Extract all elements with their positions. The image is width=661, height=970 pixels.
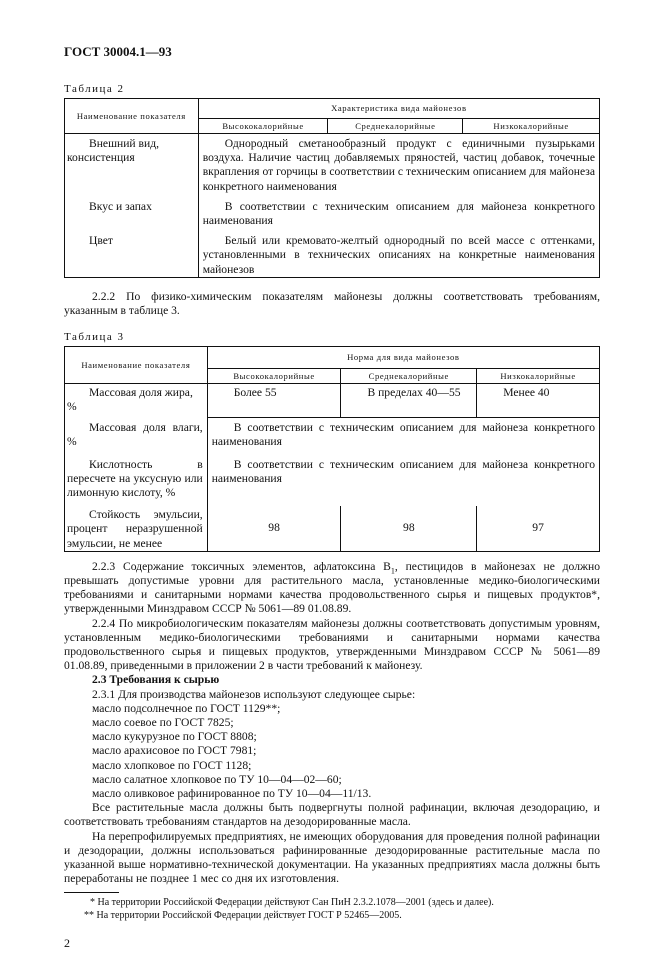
column-group-header: Характеристика вида майонезов xyxy=(198,99,599,119)
table-row xyxy=(65,506,600,551)
column-header: Низкокалорийные xyxy=(477,369,600,384)
cell: В пределах 40—55 xyxy=(341,384,477,418)
column-group-header: Норма для вида майонезов xyxy=(207,347,599,369)
paragraph-text: 2.2.3 Содержание токсичных элементов, афлатоксина B xyxy=(92,559,391,573)
oil-item: масло соевое по ГОСТ 7825; xyxy=(92,716,234,729)
cell: 97 xyxy=(477,506,600,551)
cell: 98 xyxy=(341,506,477,551)
column-header: Высококалорийные xyxy=(207,369,341,384)
row-value: Белый или кремовато-желтый однородный по всей массе с оттенками, установленными в технических описаниях на конкретные наименования майонезов xyxy=(198,232,599,277)
footnote: * На территории Российской Федерации действуют Сан ПиН 2.3.2.1078—2001 (здесь и далее). xyxy=(90,897,494,909)
column-header-name: Наименование показателя xyxy=(65,347,208,384)
paragraph-2-2-4: 2.2.4 По микробиологическим показателям майонезы должны соответствовать допустимым уровням, установленным медико-биологическими требованиями и санитарными нормами качества продовольственного сырья и пищевых продуктов, утвержденными Минздравом СССР № 5061—89 01.08.89, приведенными в приложении 2 в части требований к майонезу. xyxy=(64,616,600,673)
section-heading: 2.3 Требования к сырью xyxy=(92,673,220,687)
row-name: Массовая доля влаги, % xyxy=(65,418,208,456)
column-header: Среднекалорийные xyxy=(328,119,463,134)
column-header: Низкокалорийные xyxy=(463,119,600,134)
row-value: В соответствии с техническим описанием для майонеза конкретного наименования xyxy=(198,198,599,232)
cell: 98 xyxy=(207,506,341,551)
row-value: Однородный сметанообразный продукт с единичными пузырьками воздуха. Наличие частиц добавляемых пряностей, частиц добавок, точечные вкрапления от горчицы в соответствии с техническим описанием для майонеза конкретного наименования xyxy=(198,134,599,198)
table2-caption: Таблица 2 xyxy=(64,83,125,95)
oil-item: масло хлопковое по ГОСТ 1128; xyxy=(92,758,252,772)
footnote: ** На территории Российской Федерации действует ГОСТ Р 52465—2005. xyxy=(84,910,402,922)
footnote-divider xyxy=(64,892,119,893)
oil-item: масло подсолнечное по ГОСТ 1129**; xyxy=(92,701,281,715)
table-row xyxy=(65,384,600,418)
table-row xyxy=(65,198,600,232)
column-header-name: Наименование показателя xyxy=(65,99,199,134)
paragraph-reprofiling: На перепрофилируемых предприятиях, не имеющих оборудования для проведения полной рафинации и дезодорации, должны использоваться рафинированные дезодорированные растительные масла по указанной выше нормативно-технической документации. На указанных предприятиях масла должны быть переработаны не позднее 1 мес со дня их изготовления. xyxy=(64,829,600,886)
table-row xyxy=(65,418,600,456)
column-header: Высококалорийные xyxy=(198,119,328,134)
paragraph-2-2-2 xyxy=(64,290,600,318)
row-value: В соответствии с техническим описанием для майонеза конкретного наименования xyxy=(207,456,599,507)
row-value: В соответствии с техническим описанием для майонеза конкретного наименования xyxy=(207,418,599,456)
table3-caption: Таблица 3 xyxy=(64,331,125,344)
cell: Более 55 xyxy=(207,384,341,418)
paragraph-text: 2.2.2 По физико-химическим показателям майонезы должны соответствовать требованиям, указанным в таблице 3. xyxy=(64,289,600,318)
column-header: Среднекалорийные xyxy=(341,369,477,384)
body-text xyxy=(64,560,600,887)
document-header: ГОСТ 30004.1—93 xyxy=(64,44,172,59)
page-number: 2 xyxy=(64,936,70,951)
paragraph-2-3-1: 2.3.1 Для производства майонезов используют следующее сырье: xyxy=(92,687,416,701)
paragraph-refining: Все растительные масла должны быть подвергнуты полной рафинации, включая дезодорацию, и соответствовать требованиям стандартов на дезодорированные масла. xyxy=(64,801,600,829)
row-name: Вкус и запах xyxy=(65,198,199,232)
row-name: Цвет xyxy=(65,232,199,277)
table-row xyxy=(65,134,600,198)
table-2 xyxy=(64,98,600,278)
oil-item: масло оливковое рафинированное по ТУ 10—04—11/13. xyxy=(92,787,372,801)
row-name: Кислотность в пересчете на уксусную или лимонную кислоту, % xyxy=(65,456,208,507)
table-row xyxy=(65,232,600,277)
table-3 xyxy=(64,346,600,552)
paragraph-text: , пестицидов в майонезах не должно превышать допустимые уровни для растительного масла, установленные медико-биологическими требованиями и санитарными нормами качества продовольственного сырья и пищевых продуктов*, утвержденными Минздравом СССР № 5061—89 01.08.89. xyxy=(64,559,600,616)
subscript: 1 xyxy=(390,566,395,576)
oil-item: масло арахисовое по ГОСТ 7981; xyxy=(92,744,257,758)
oil-item: масло кукурузное по ГОСТ 8808; xyxy=(92,730,257,744)
oil-item: масло салатное хлопковое по ТУ 10—04—02—60; xyxy=(92,772,342,786)
cell: Менее 40 xyxy=(477,384,600,418)
paragraph-2-2-3 xyxy=(64,560,600,617)
table-row xyxy=(65,456,600,507)
row-name: Внешний вид, консистенция xyxy=(65,134,199,198)
row-name: Стойкость эмульсии, процент неразрушенной эмульсии, не менее xyxy=(65,506,208,551)
row-name: Массовая доля жира, % xyxy=(65,384,208,418)
